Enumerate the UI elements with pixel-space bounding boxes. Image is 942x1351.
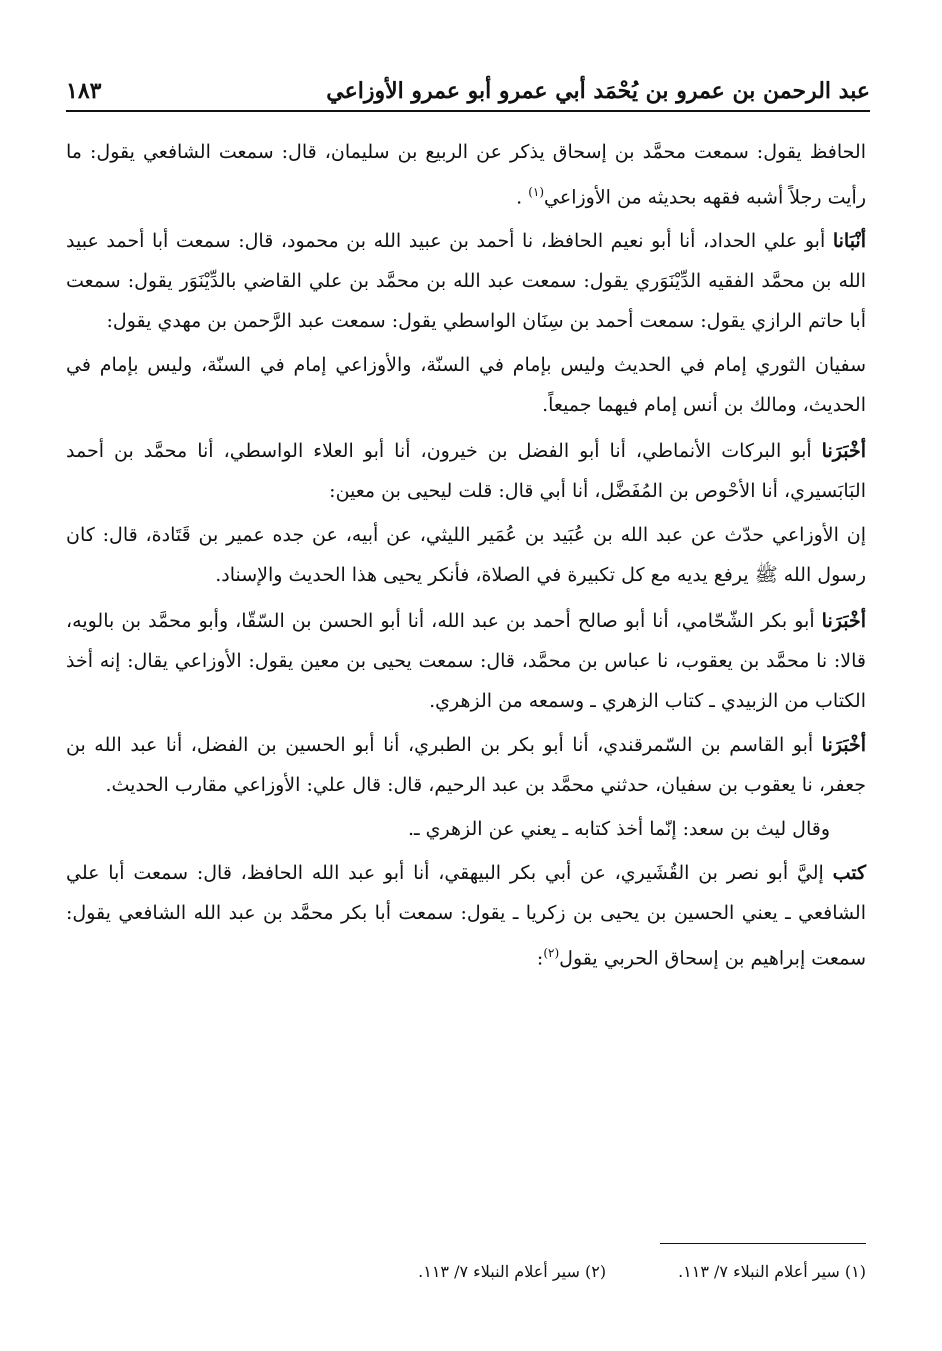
footnote-rule xyxy=(660,1243,866,1244)
paragraph-text: أبو القاسم بن السّمرقندي، أنا أبو بكر بن الطبري، أنا أبو الحسين بن الفضل، أنا عبد الله بن جعفر، نا يعقوب بن سفيان، حدثني محمَّد بن عبد الرحيم، قال: قال علي: الأوزاعي مقارب الحديث. xyxy=(66,734,866,797)
paragraph-tail: : xyxy=(536,947,544,970)
isnad-lead: أخْبَرَنا xyxy=(821,610,866,633)
running-title: عبد الرحمن بن عمرو بن يُحْمَد أبي عمرو أبو عمرو الأوزاعي xyxy=(326,78,870,104)
paragraph-text: أبو البركات الأنماطي، أنا أبو الفضل بن خيرون، أنا أبو العلاء الواسطي، أنا محمَّد بن أحمد البَابَسيري، أنا الأحْوص بن المُفَضَّل، أنا أبي قال: قلت ليحيى بن معين: xyxy=(66,440,866,503)
paragraph xyxy=(66,809,866,849)
footnote-ref: (٢) xyxy=(543,946,560,961)
paragraph xyxy=(66,515,866,595)
paragraph-text: إليَّ أبو نصر بن القُشَيري، عن أبي بكر البيهقي، أنا أبو عبد الله الحافظ، قال: سمعت أبا علي الشافعي ـ يعني الحسين بن يحيى بن زكريا ـ يقول: سمعت أبا بكر محمَّد بن عبد الله الشافعي يقول: سمعت إبراهيم بن إسحاق الحربي يقول xyxy=(66,862,866,970)
paragraph xyxy=(66,345,866,425)
paragraph-text: أبو بكر الشّحّامي، أنا أبو صالح أحمد بن عبد الله، أنا أبو الحسن بن السّقّا، وأبو محمَّد بن بالويه، قالا: نا محمَّد بن يعقوب، نا عباس بن محمَّد، قال: سمعت يحيى بن معين يقول: الأوزاعي يقال: إنه أخذ الكتاب من الزبيدي ـ كتاب الزهري ـ وسمعه من الزهري. xyxy=(66,610,866,713)
paragraph xyxy=(66,725,866,805)
main-text xyxy=(66,132,866,983)
footnote: (١) سير أعلام النبلاء ٧/ ١١٣. xyxy=(678,1262,866,1281)
footnote-ref: (١) xyxy=(528,185,545,199)
paragraph xyxy=(66,431,866,511)
paragraph-text: الحافظ يقول: سمعت محمَّد بن إسحاق يذكر عن الربيع بن سليمان، قال: سمعت الشافعي يقول: ما رأيت رجلاً أشبه فقهه بحديثه من الأوزاعي xyxy=(66,141,866,209)
isnad-lead: كتب xyxy=(832,862,866,885)
paragraph-text: إن الأوزاعي حدّث عن عبد الله بن عُبَيد بن عُمَير الليثي، عن أبيه، عن جده عمير بن قَتَادة، قال: كان رسول الله ﷺ يرفع يديه مع كل تكبيرة في الصلاة، فأنكر يحيى هذا الحديث والإسناد. xyxy=(66,524,866,587)
paragraph xyxy=(66,853,866,978)
paragraph xyxy=(66,601,866,721)
paragraph-text: أبو علي الحداد، أنا أبو نعيم الحافظ، نا أحمد بن عبيد الله بن محمود، قال: سمعت أبا أحمد عبيد الله بن محمَّد الفقيه الدِّيْنَوَري يقول: سمعت عبد الله بن محمَّد بن علي القاضي بالدِّيْنَوَر يقول: سمعت أبا حاتم الرازي يقول: سمعت أحمد بن سِنَان الواسطي يقول: سمعت عبد الرَّحمن بن مهدي يقول: xyxy=(66,230,866,333)
isnad-lead: أخْبَرَنا xyxy=(821,440,866,463)
isnad-lead: أنْبَانا xyxy=(832,230,866,253)
page-number: ١٨٣ xyxy=(66,78,102,104)
header-rule xyxy=(66,110,870,112)
footnote: (٢) سير أعلام النبلاء ٧/ ١١٣. xyxy=(418,1262,607,1281)
paragraph xyxy=(66,132,866,217)
paragraph xyxy=(66,221,866,341)
paragraph-text: سفيان الثوري إمام في الحديث وليس بإمام في السنّة، والأوزاعي إمام في السنّة، وليس بإمام في الحديث، ومالك بن أنس إمام فيهما جميعاً. xyxy=(66,354,866,417)
paragraph-tail: . xyxy=(516,186,529,209)
paragraph-text: وقال ليث بن سعد: إنّما أخذ كتابه ـ يعني عن الزهري ـ. xyxy=(408,818,830,841)
footnotes xyxy=(200,1262,866,1292)
running-header xyxy=(66,64,870,104)
isnad-lead: أخْبَرَنا xyxy=(821,734,866,757)
